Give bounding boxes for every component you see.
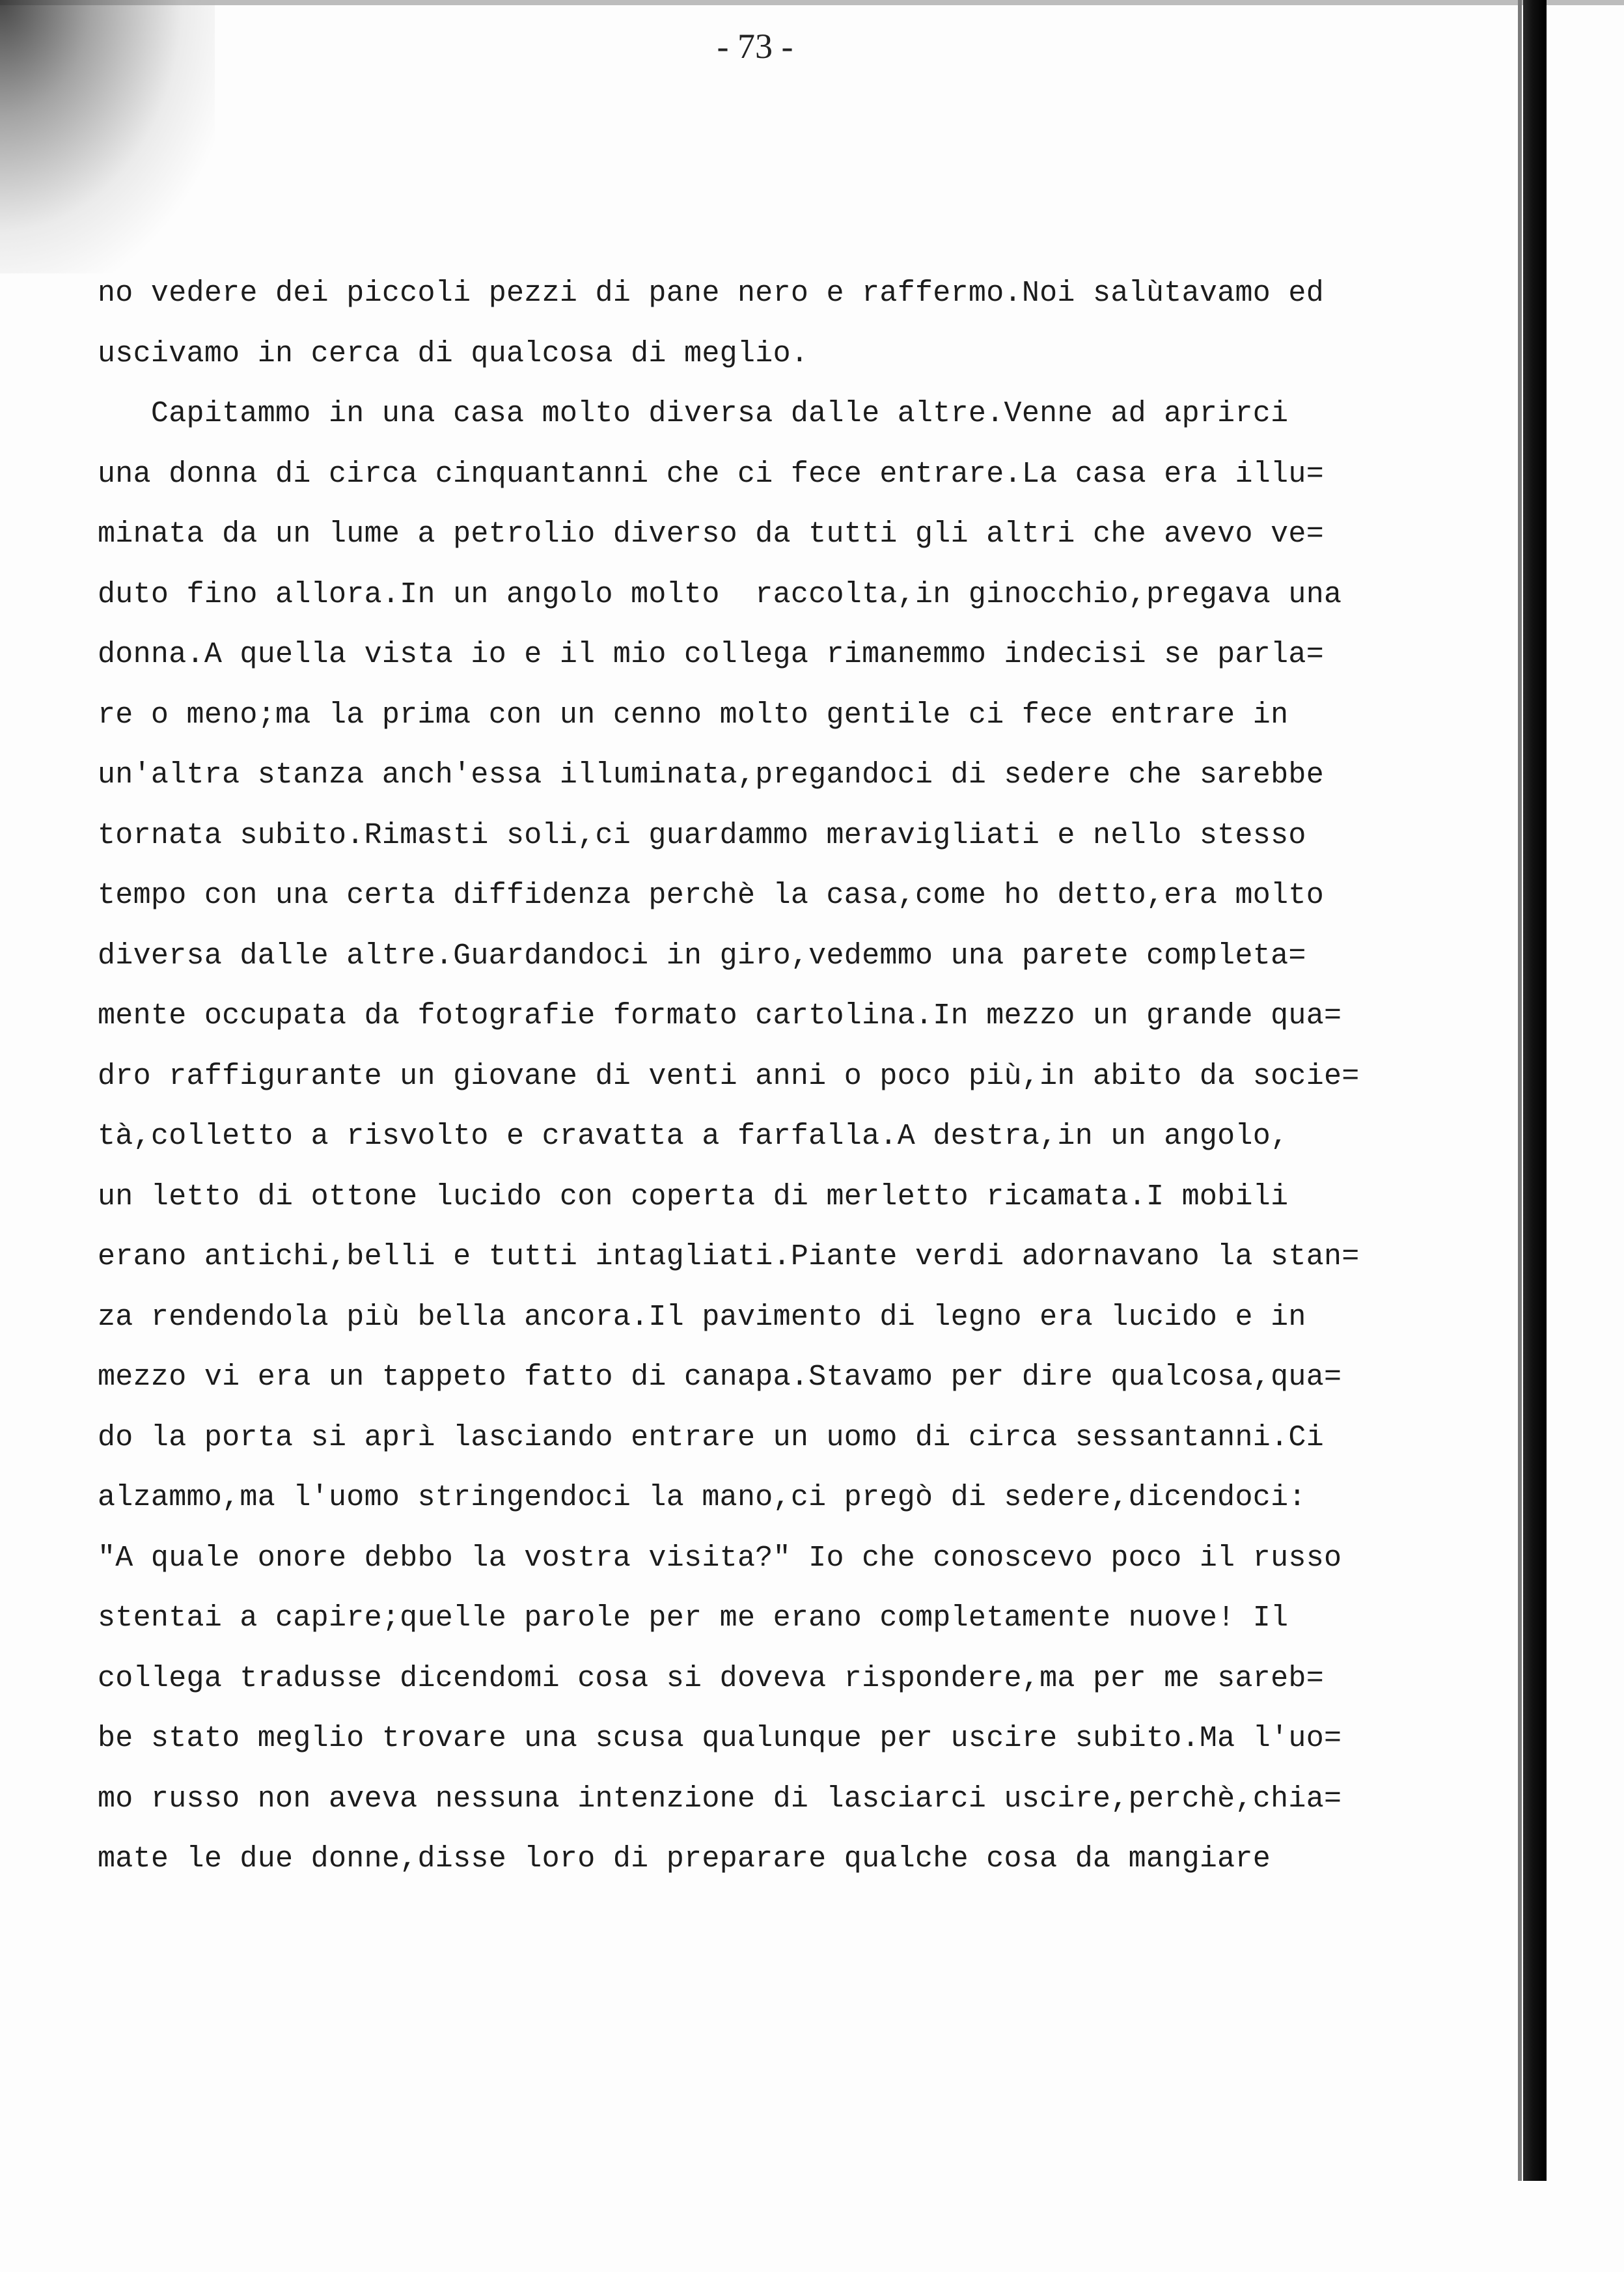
text-line: "A quale onore debbo la vostra visita?" Io che conoscevo poco il russo	[98, 1541, 1342, 1575]
text-line: mezzo vi era un tappeto fatto di canapa.Stavamo per dire qualcosa,qua=	[98, 1361, 1342, 1394]
text-line: alzammo,ma l'uomo stringendoci la mano,ci pregò di sedere,dicendoci:	[98, 1481, 1306, 1514]
text-line: collega tradusse dicendomi cosa si doveva rispondere,ma per me sareb=	[98, 1661, 1325, 1695]
text-line: un letto di ottone lucido con coperta di merletto ricamata.I mobili	[98, 1180, 1289, 1213]
text-line: re o meno;ma la prima con un cenno molto gentile ci fece entrare in	[98, 698, 1289, 732]
text-line: be stato meglio trovare una scusa qualunque per uscire subito.Ma l'uo=	[98, 1722, 1342, 1755]
page-number: - 73 -	[717, 27, 793, 66]
text-line: Capitammo in una casa molto diversa dalle altre.Venne ad aprirci	[98, 397, 1289, 430]
text-line: mo russo non aveva nessuna intenzione di lasciarci uscire,perchè,chia=	[98, 1782, 1342, 1816]
text-line: una donna di circa cinquantanni che ci fece entrare.La casa era illu=	[98, 457, 1325, 491]
text-line: tà,colletto a risvolto e cravatta a farfalla.A destra,in un angolo,	[98, 1120, 1289, 1153]
text-line: tempo con una certa diffidenza perchè la casa,come ho detto,era molto	[98, 879, 1325, 912]
text-line: duto fino allora.In un angolo molto raccolta,in ginocchio,pregava una	[98, 577, 1342, 611]
text-line: tornata subito.Rimasti soli,ci guardammo meravigliati e nello stesso	[98, 818, 1306, 852]
text-line: uscivamo in cerca di qualcosa di meglio.	[98, 337, 809, 370]
text-line: stentai a capire;quelle parole per me erano completamente nuove! Il	[98, 1601, 1289, 1635]
text-line: diversa dalle altre.Guardandoci in giro,vedemmo una parete completa=	[98, 939, 1306, 973]
scan-corner-shadow	[0, 0, 215, 273]
text-line: mente occupata da fotografie formato cartolina.In mezzo un grande qua=	[98, 999, 1342, 1032]
binding-edge	[1523, 0, 1547, 2181]
text-line: minata da un lume a petrolio diverso da tutti gli altri che avevo ve=	[98, 518, 1325, 551]
text-line: donna.A quella vista io e il mio collega rimanemmo indecisi se parla=	[98, 638, 1325, 671]
text-line: dro raffigurante un giovane di venti anni o poco più,in abito da socie=	[98, 1059, 1360, 1093]
text-line: za rendendola più bella ancora.Il pavimento di legno era lucido e in	[98, 1300, 1306, 1334]
text-line: un'altra stanza anch'essa illuminata,pregandoci di sedere che sarebbe	[98, 758, 1325, 792]
text-line: no vedere dei piccoli pezzi di pane nero e raffermo.Noi salùtavamo ed	[98, 277, 1325, 310]
text-line: do la porta si aprì lasciando entrare un uomo di circa sessantanni.Ci	[98, 1420, 1325, 1454]
binding-edge-highlight	[1518, 0, 1522, 2181]
text-line: mate le due donne,disse loro di preparare qualche cosa da mangiare	[98, 1842, 1271, 1876]
text-line: erano antichi,belli e tutti intagliati.Piante verdi adornavano la stan=	[98, 1240, 1360, 1273]
scan-top-border	[0, 0, 1624, 5]
typewritten-text-block	[98, 264, 1412, 1890]
